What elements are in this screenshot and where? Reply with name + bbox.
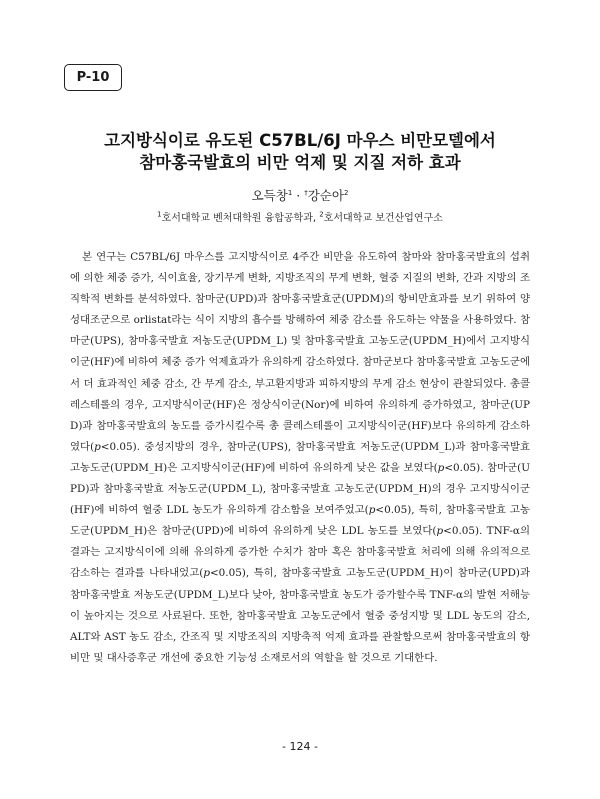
- affiliation-1-mark: 1: [157, 210, 162, 219]
- affiliation-1: 호서대학교 벤처대학원 융합공학과,: [161, 213, 320, 224]
- p-value-symbol: p: [203, 567, 210, 580]
- author-2-affiliation-mark: 2: [343, 188, 349, 197]
- author-list: [0, 186, 600, 204]
- page-number: - 124 -: [282, 740, 318, 753]
- corresponding-author-mark: †: [304, 188, 308, 197]
- author-1-name: 오득창: [251, 188, 288, 203]
- affiliation-2: 호서대학교 보건산업연구소: [323, 213, 443, 224]
- abstract-text: <0.05). 중성지방의 경우, 참마군(UPS), 참마홍국발효 저농도군(UPDM_L)과 참마홍국발효 고농도군(UPDM_H)은 고지방식이군(HF)에 비하여 유의하게 낮은 값을 보였다(: [70, 440, 530, 474]
- p-value-symbol: p: [436, 525, 444, 538]
- abstract-body: [70, 247, 530, 669]
- abstract-text: <0.05). 참마군(UPD)과 참마홍국발효 저농도군(UPDM_L), 참마홍국발효 고농도군(UPDM_H)의 경우 고지방식이군(HF)에 비하여 혈중 LDL 농도가 유의하게 감소함을 보여주었고(: [70, 461, 530, 517]
- abstract-text: <0.05). TNF-α의 결과는 고지방식이에 의해 유의하게 증가한 수치가 참마 혹은 참마홍국발효 처리에 의해 유의적으로 감소하는 결과를 나타내었고(: [70, 525, 530, 580]
- title-line-1: 고지방식이로 유도된 C57BL/6J 마우스 비만모델에서: [104, 131, 496, 150]
- affiliations: [0, 209, 600, 224]
- abstract-text: <0.05), 특히, 참마홍국발효 고농도군(UPDM_H)이 참마군(UPD)과 참마홍국발효 저농도군(UPDM_L)보다 낮아, 참마홍국발효 농도가 증가할수록 TNF-α의 발현 저해능이 높아지는 것으로 사료된다. 또한, 참마홍국발효 고농도군에서 혈중 중성지방 및 LDL 농도의 감소, ALT와 AST 농도 감소, 간조직 및 지방조직의 지방축적 억제 효과를 관찰함으로써 참마홍국발효의 항비만 및 대사증후군 개선에 중요한 기능성 소재로서의 역할을 할 것으로 기대한다.: [70, 567, 530, 664]
- abstract-text: <0.05), 특히, 참마홍국발효 고농도군(UPDM_H)은 참마군(UPD)에 비하여 유의하게 낮은 LDL 농도를 보였다(: [70, 504, 530, 538]
- paper-title: [30, 130, 570, 174]
- author-separator: ·: [292, 188, 305, 203]
- p-value-symbol: p: [94, 440, 101, 453]
- author-2-name: 강순아: [307, 188, 344, 203]
- author-1-affiliation-mark: 1: [287, 188, 293, 197]
- abstract-text: 본 연구는 C57BL/6J 마우스를 고지방식이로 4주간 비만을 유도하여 참마와 참마홍국발효의 섭취에 의한 체중 증가, 식이효율, 장기무게 변화, 지방조직의 무게 변화, 혈중 지질의 변화, 간과 지방의 조직학적 변화를 분석하였다. 참마군(UPD)과 참마홍국발효군(UPDM)의 항비만효과를 보기 위하여 양성대조군으로 orlistat라는 식이 지방의 흡수를 방해하여 체중 감소를 유도하는 약물을 사용하였다. 참마군(UPS), 참마홍국발효 저농도군(UPDM_L) 및 참마홍국발효 고농도군(UPDM_H)에서 고지방식이군(HF)에 비하여 체중 증가 억제효과가 유의하게 감소하였다. 참마군보다 참마홍국발효 고농도군에서 더 효과적인 체중 감소, 간 무게 감소, 부고환지방과 피하지방의 무게 감소 현상이 관찰되었다. 총콜레스테롤의 경우, 고지방식이군(HF)은 정상식이군(Nor)에 비하여 유의하게 증가하였고, 참마군(UPD)과 참마홍국발효의 농도를 증가시킬수록 총 콜레스테롤이 고지방식이군(HF)보다 유의하게 감소하였다(: [70, 251, 530, 453]
- p-value-symbol: p: [368, 504, 376, 517]
- title-line-2: 참마홍국발효의 비만 억제 및 지질 저하 효과: [139, 153, 461, 172]
- affiliation-2-mark: 2: [319, 210, 324, 219]
- p-value-symbol: p: [437, 461, 445, 474]
- session-badge: P-10: [64, 64, 122, 91]
